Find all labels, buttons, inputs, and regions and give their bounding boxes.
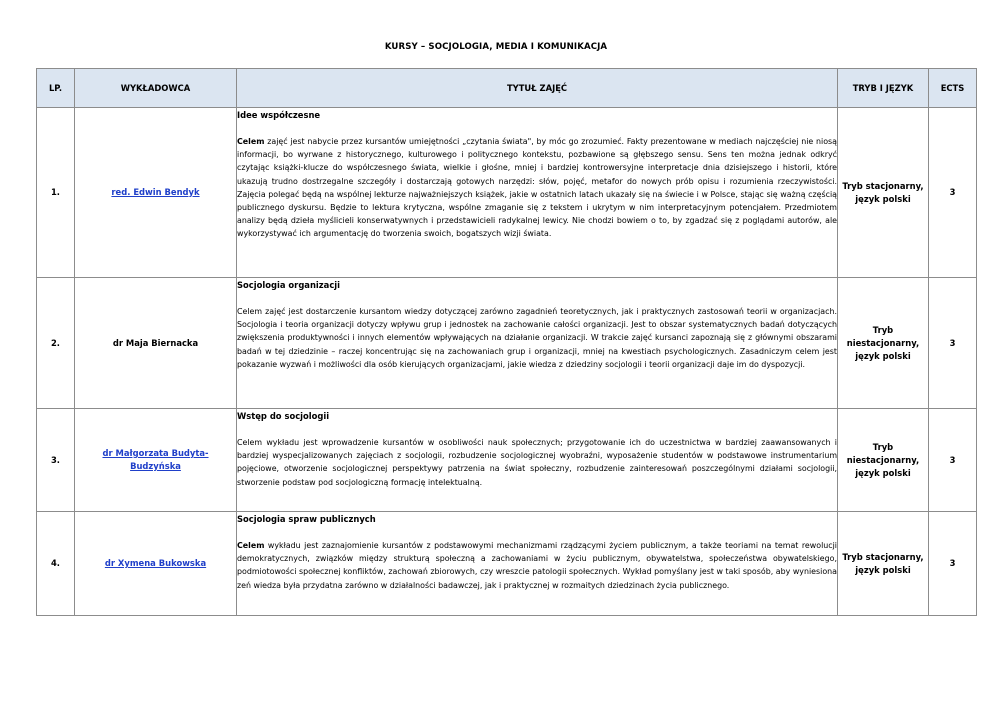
description-text: Celem zajęć jest dostarczenie kursantom wiedzy dotyczącej zarówno zagadnień teoretycznych, jak i praktycznych zastosowań teorii w organizacjach. Socjologia i teoria organizacji dotyczy wpływu grup i jednostek na zachowanie całości organizacji. Jest to obszar systematycznych badań dotyczących zwiększenia produktywności i innych elementów wpływających na działanie organizacji. W trakcie zajęć kursanci zapoznają się z głównymi obszarami badań w tej dziedzinie – raczej koncentrując się na zachowaniach grup i organizacji, mniej na kwestiach psychologicznych. Zasadniczym celem jest pokazanie wyzwań i możliwości dla osób kierujących organizacjami, jakie wiedza z dziedziny socjologii i teorii organizacji daje im do dyspozycji. xyxy=(237,307,837,369)
table-row xyxy=(37,512,977,616)
ects-value: 3 xyxy=(929,108,977,278)
course-description xyxy=(237,305,837,371)
course-cell xyxy=(237,278,838,409)
course-cell xyxy=(237,512,838,616)
course-title: Wstęp do socjologii xyxy=(237,411,330,421)
mode-cell xyxy=(838,512,929,616)
row-number: 1. xyxy=(37,108,75,278)
lecturer-cell xyxy=(75,278,237,409)
courses-table xyxy=(36,68,977,616)
course-description xyxy=(237,135,837,241)
description-text: wykładu jest zaznajomienie kursantów z podstawowymi mechanizmami rządzącymi życiem publicznym, a także teoriami na temat rewolucji demokratycznych, związków między strukturą społeczną a zachowaniami w życiu publicznym, obywatelstwa, społeczeństwa obywatelskiego, podmiotowości społecznej konfliktów, zachowań zbiorowych, czy wreszcie patologii społecznych. Wykład pomyślany jest w taki sposób, aby wyniesiona zeń wiedza była przydatna zarówno w działalności badawczej, jak i praktycznej w rozmaitych dziedzinach życia publicznego. xyxy=(237,541,837,590)
mode-cell xyxy=(838,409,929,512)
table-row xyxy=(37,409,977,512)
description-lead: Celem xyxy=(237,137,265,146)
header-ects: ECTS xyxy=(929,69,977,108)
description-text: Celem wykładu jest wprowadzenie kursantów w osobliwości nauk społecznych; przygotowanie ich do uczestnictwa w bardziej zaawansowanych i bardziej wyspecjalizowanych zajęciach z socjologii, rozbudzenie socjologicznej wyobraźni, wyposażenie studentów w podstawowe instrumentarium pojęciowe, otworzenie socjologicznej perspektywy patrzenia na świat społeczny, rozbudzenie zainteresowań poszczególnymi działami socjologii, stworzenie podstaw pod socjologiczną formację intelektualną. xyxy=(237,438,837,487)
course-cell xyxy=(237,409,838,512)
description-text: zajęć jest nabycie przez kursantów umiejętności „czytania świata", by móc go zrozumieć. Fakty prezentowane w mediach najczęściej nie niosą informacji, bo wyrwane z historycznego, kulturowego i politycznego kontekstu, pozbawione są głębszego sensu. Sens ten można jednak odkryć czytając książki-klucze do współczesnego świata, wielkie i głośne, mniej i bardziej kontrowersyjne interpretacje dnia dzisiejszego i historii, które ukazują trudno dostrzegalne szczegóły i dostarczają gotowych narzędzi: słów, pojęć, metafor do nowych prób opisu i rozumienia rzeczywistości. Zajęcia polegać będą na wspólnej lekturze najważniejszych książek, jakie w ostatnich latach ukazały się na świecie i w Polsce, stając się ważną częścią publicznego dyskursu. Będzie to lektura krytyczna, wspólne zmaganie się z tekstem i ukrytym w nim interpretacyjnym potencjałem. Przedmiotem analizy będą dzieła myślicieli konserwatywnych i przedstawicieli radykalnej lewicy. Nie chodzi bowiem o to, by zgadzać się z poglądami autorów, ale wykorzystywać ich argumentację do tworzenia swoich, bogatszych wizji świata. xyxy=(237,137,837,239)
table-header-row xyxy=(37,69,977,108)
course-description xyxy=(237,436,837,489)
row-number: 3. xyxy=(37,409,75,512)
lecturer-name: dr Maja Biernacka xyxy=(112,337,199,348)
ects-value: 3 xyxy=(929,409,977,512)
lecturer-cell xyxy=(75,512,237,616)
mode-cell xyxy=(838,108,929,278)
mode-language: Tryb niestacjonarny, język polski xyxy=(846,441,920,478)
row-number: 2. xyxy=(37,278,75,409)
course-cell xyxy=(237,108,838,278)
course-description xyxy=(237,539,837,592)
course-title: Idee współczesne xyxy=(237,110,321,120)
ects-value: 3 xyxy=(929,512,977,616)
course-title: Socjologia spraw publicznych xyxy=(237,514,376,524)
lecturer-cell xyxy=(75,108,237,278)
lecturer-link[interactable]: dr Xymena Bukowska xyxy=(104,558,207,568)
mode-language: Tryb niestacjonarny, język polski xyxy=(846,324,920,361)
lecturer-link[interactable]: dr Małgorzata Budyta-Budzyńska xyxy=(102,448,209,471)
header-lecturer: WYKŁADOWCA xyxy=(75,69,237,108)
table-row xyxy=(37,278,977,409)
page-title: KURSY – SOCJOLOGIA, MEDIA I KOMUNIKACJA xyxy=(384,42,608,52)
mode-cell xyxy=(838,278,929,409)
lecturer-link[interactable]: red. Edwin Bendyk xyxy=(111,187,200,197)
lecturer-cell xyxy=(75,409,237,512)
mode-language: Tryb stacjonarny, język polski xyxy=(842,551,924,575)
table-row xyxy=(37,108,977,278)
row-number: 4. xyxy=(37,512,75,616)
course-title: Socjologia organizacji xyxy=(237,280,341,290)
header-mode: TRYB I JĘZYK xyxy=(838,69,929,108)
header-lp: LP. xyxy=(37,69,75,108)
ects-value: 3 xyxy=(929,278,977,409)
header-title: TYTUŁ ZAJĘĆ xyxy=(237,69,838,108)
description-lead: Celem xyxy=(237,541,265,550)
mode-language: Tryb stacjonarny, język polski xyxy=(842,180,924,204)
